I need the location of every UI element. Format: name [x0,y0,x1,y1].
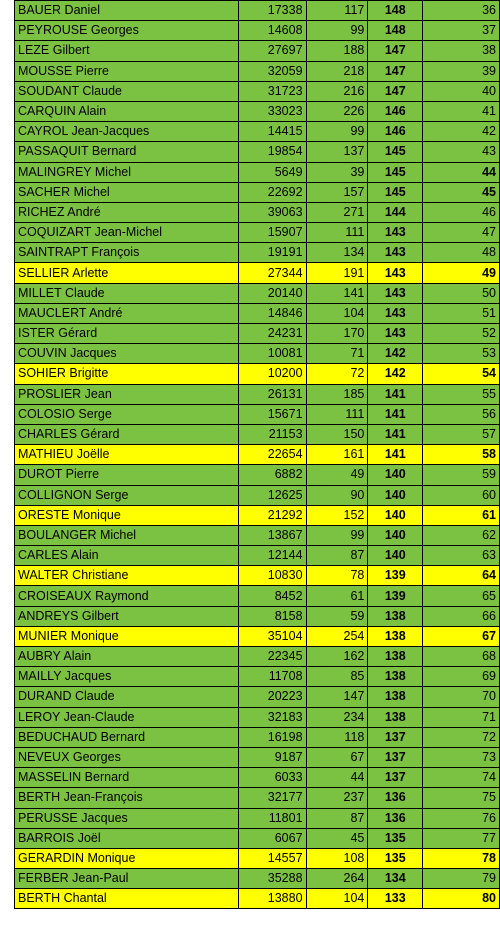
points-total-cell: 20223 [238,687,306,707]
count-cell: 118 [306,727,368,747]
points-total-cell: 19854 [238,142,306,162]
points-total-cell: 15671 [238,404,306,424]
points-total-cell: 33023 [238,101,306,121]
table-row [15,243,500,263]
player-name-cell: BOULANGER Michel [15,525,239,545]
table-row [15,182,500,202]
score-cell: 142 [368,364,423,384]
score-cell: 140 [368,505,423,525]
points-total-cell: 15907 [238,223,306,243]
player-name-cell: LEROY Jean-Claude [15,707,239,727]
score-cell: 141 [368,445,423,465]
points-total-cell: 9187 [238,747,306,767]
table-row [15,707,500,727]
score-cell: 143 [368,243,423,263]
points-total-cell: 19191 [238,243,306,263]
player-name-cell: BARROIS Joël [15,828,239,848]
rank-cell: 63 [423,546,500,566]
count-cell: 150 [306,424,368,444]
rank-cell: 53 [423,344,500,364]
rank-cell: 77 [423,828,500,848]
points-total-cell: 8158 [238,606,306,626]
table-row [15,202,500,222]
score-cell: 145 [368,162,423,182]
count-cell: 117 [306,1,368,21]
points-total-cell: 14415 [238,122,306,142]
player-name-cell: BAUER Daniel [15,1,239,21]
rank-cell: 69 [423,667,500,687]
points-total-cell: 22654 [238,445,306,465]
score-cell: 138 [368,606,423,626]
points-total-cell: 16198 [238,727,306,747]
player-name-cell: SOUDANT Claude [15,81,239,101]
points-total-cell: 14846 [238,303,306,323]
table-row-highlighted [15,445,500,465]
rank-cell: 71 [423,707,500,727]
player-name-cell: NEVEUX Georges [15,747,239,767]
rank-cell: 78 [423,848,500,868]
points-total-cell: 13867 [238,525,306,545]
table-row [15,404,500,424]
points-total-cell: 26131 [238,384,306,404]
points-total-cell: 11708 [238,667,306,687]
player-name-cell: DURAND Claude [15,687,239,707]
table-row [15,768,500,788]
rank-cell: 61 [423,505,500,525]
player-name-cell: BERTH Jean-François [15,788,239,808]
score-cell: 138 [368,626,423,646]
player-name-cell: LEZE Gilbert [15,41,239,61]
player-name-cell: MILLET Claude [15,283,239,303]
points-total-cell: 21153 [238,424,306,444]
player-name-cell: COUVIN Jacques [15,344,239,364]
score-cell: 138 [368,667,423,687]
count-cell: 157 [306,182,368,202]
player-name-cell: MAILLY Jacques [15,667,239,687]
rank-cell: 56 [423,404,500,424]
score-cell: 147 [368,61,423,81]
score-cell: 138 [368,707,423,727]
player-name-cell: PERUSSE Jacques [15,808,239,828]
count-cell: 111 [306,223,368,243]
player-name-cell: MAUCLERT André [15,303,239,323]
rank-cell: 40 [423,81,500,101]
rank-cell: 43 [423,142,500,162]
rank-cell: 58 [423,445,500,465]
player-name-cell: COLOSIO Serge [15,404,239,424]
points-total-cell: 32183 [238,707,306,727]
count-cell: 87 [306,546,368,566]
count-cell: 191 [306,263,368,283]
table-row [15,586,500,606]
score-cell: 138 [368,647,423,667]
count-cell: 216 [306,81,368,101]
points-total-cell: 35288 [238,869,306,889]
table-row [15,727,500,747]
rank-cell: 80 [423,889,500,909]
table-row [15,344,500,364]
score-cell: 139 [368,586,423,606]
count-cell: 71 [306,344,368,364]
table-row [15,788,500,808]
score-cell: 143 [368,223,423,243]
table-row [15,41,500,61]
player-name-cell: DUROT Pierre [15,465,239,485]
count-cell: 108 [306,848,368,868]
count-cell: 78 [306,566,368,586]
table-row [15,223,500,243]
rank-cell: 50 [423,283,500,303]
player-name-cell: CAYROL Jean-Jacques [15,122,239,142]
player-name-cell: PEYROUSE Georges [15,21,239,41]
rank-cell: 37 [423,21,500,41]
rank-cell: 49 [423,263,500,283]
count-cell: 264 [306,869,368,889]
count-cell: 99 [306,525,368,545]
count-cell: 104 [306,889,368,909]
table-row [15,162,500,182]
count-cell: 61 [306,586,368,606]
rank-cell: 54 [423,364,500,384]
count-cell: 234 [306,707,368,727]
count-cell: 218 [306,61,368,81]
table-row [15,687,500,707]
count-cell: 67 [306,747,368,767]
count-cell: 104 [306,303,368,323]
rank-cell: 79 [423,869,500,889]
ranking-table [14,0,500,909]
player-name-cell: FERBER Jean-Paul [15,869,239,889]
table-row-highlighted [15,848,500,868]
score-cell: 135 [368,828,423,848]
score-cell: 134 [368,869,423,889]
points-total-cell: 10081 [238,344,306,364]
count-cell: 44 [306,768,368,788]
table-row [15,21,500,41]
points-total-cell: 6882 [238,465,306,485]
table-row [15,142,500,162]
rank-cell: 42 [423,122,500,142]
table-row [15,465,500,485]
score-cell: 140 [368,546,423,566]
score-cell: 138 [368,687,423,707]
rank-cell: 55 [423,384,500,404]
rank-cell: 66 [423,606,500,626]
rank-cell: 70 [423,687,500,707]
table-row [15,384,500,404]
rank-cell: 36 [423,1,500,21]
score-cell: 141 [368,404,423,424]
points-total-cell: 5649 [238,162,306,182]
rank-cell: 44 [423,162,500,182]
ranking-table-body [15,1,500,909]
player-name-cell: SOHIER Brigitte [15,364,239,384]
count-cell: 39 [306,162,368,182]
rank-cell: 45 [423,182,500,202]
count-cell: 90 [306,485,368,505]
player-name-cell: CARQUIN Alain [15,101,239,121]
score-cell: 133 [368,889,423,909]
rank-cell: 64 [423,566,500,586]
score-cell: 148 [368,1,423,21]
score-cell: 145 [368,142,423,162]
count-cell: 45 [306,828,368,848]
rank-cell: 65 [423,586,500,606]
player-name-cell: PROSLIER Jean [15,384,239,404]
count-cell: 99 [306,122,368,142]
rank-cell: 60 [423,485,500,505]
score-cell: 141 [368,424,423,444]
player-name-cell: MASSELIN Bernard [15,768,239,788]
table-row [15,747,500,767]
player-name-cell: CHARLES Gérard [15,424,239,444]
player-name-cell: SAINTRAPT François [15,243,239,263]
count-cell: 188 [306,41,368,61]
table-row-highlighted [15,626,500,646]
points-total-cell: 14608 [238,21,306,41]
score-cell: 137 [368,747,423,767]
rank-cell: 75 [423,788,500,808]
points-total-cell: 27697 [238,41,306,61]
points-total-cell: 24231 [238,324,306,344]
rank-cell: 59 [423,465,500,485]
table-row [15,485,500,505]
count-cell: 162 [306,647,368,667]
points-total-cell: 22692 [238,182,306,202]
count-cell: 134 [306,243,368,263]
rank-cell: 51 [423,303,500,323]
table-row [15,1,500,21]
count-cell: 237 [306,788,368,808]
score-cell: 146 [368,101,423,121]
score-cell: 144 [368,202,423,222]
player-name-cell: ANDREYS Gilbert [15,606,239,626]
rank-cell: 47 [423,223,500,243]
count-cell: 152 [306,505,368,525]
points-total-cell: 11801 [238,808,306,828]
player-name-cell: MALINGREY Michel [15,162,239,182]
points-total-cell: 8452 [238,586,306,606]
player-name-cell: AUBRY Alain [15,647,239,667]
table-row-highlighted [15,566,500,586]
table-row [15,667,500,687]
table-row-highlighted [15,505,500,525]
score-cell: 140 [368,485,423,505]
points-total-cell: 12625 [238,485,306,505]
rank-cell: 46 [423,202,500,222]
player-name-cell: ORESTE Monique [15,505,239,525]
table-row [15,324,500,344]
table-row [15,869,500,889]
score-cell: 145 [368,182,423,202]
player-name-cell: SELLIER Arlette [15,263,239,283]
player-name-cell: CROISEAUX Raymond [15,586,239,606]
count-cell: 254 [306,626,368,646]
table-row [15,424,500,444]
count-cell: 147 [306,687,368,707]
rank-cell: 38 [423,41,500,61]
score-cell: 141 [368,384,423,404]
rank-cell: 57 [423,424,500,444]
score-cell: 146 [368,122,423,142]
score-cell: 143 [368,303,423,323]
points-total-cell: 17338 [238,1,306,21]
points-total-cell: 20140 [238,283,306,303]
score-cell: 142 [368,344,423,364]
table-row [15,122,500,142]
count-cell: 161 [306,445,368,465]
score-cell: 137 [368,727,423,747]
score-cell: 139 [368,566,423,586]
table-row [15,81,500,101]
player-name-cell: COLLIGNON Serge [15,485,239,505]
count-cell: 99 [306,21,368,41]
points-total-cell: 12144 [238,546,306,566]
table-row [15,647,500,667]
score-cell: 136 [368,808,423,828]
points-total-cell: 6033 [238,768,306,788]
table-row [15,525,500,545]
player-name-cell: ISTER Gérard [15,324,239,344]
count-cell: 72 [306,364,368,384]
score-cell: 148 [368,21,423,41]
rank-cell: 62 [423,525,500,545]
table-row [15,606,500,626]
score-cell: 143 [368,324,423,344]
points-total-cell: 6067 [238,828,306,848]
count-cell: 141 [306,283,368,303]
points-total-cell: 13880 [238,889,306,909]
score-cell: 147 [368,81,423,101]
player-name-cell: WALTER Christiane [15,566,239,586]
count-cell: 85 [306,667,368,687]
player-name-cell: MUNIER Monique [15,626,239,646]
points-total-cell: 10830 [238,566,306,586]
score-cell: 135 [368,848,423,868]
rank-cell: 76 [423,808,500,828]
points-total-cell: 22345 [238,647,306,667]
count-cell: 185 [306,384,368,404]
rank-cell: 39 [423,61,500,81]
table-row-highlighted [15,263,500,283]
rank-cell: 41 [423,101,500,121]
score-cell: 143 [368,263,423,283]
points-total-cell: 35104 [238,626,306,646]
score-cell: 137 [368,768,423,788]
table-row [15,61,500,81]
points-total-cell: 39063 [238,202,306,222]
rank-cell: 73 [423,747,500,767]
player-name-cell: MATHIEU Joëlle [15,445,239,465]
player-name-cell: BEDUCHAUD Bernard [15,727,239,747]
score-cell: 147 [368,41,423,61]
points-total-cell: 32177 [238,788,306,808]
count-cell: 137 [306,142,368,162]
count-cell: 49 [306,465,368,485]
player-name-cell: COQUIZART Jean-Michel [15,223,239,243]
points-total-cell: 10200 [238,364,306,384]
count-cell: 271 [306,202,368,222]
table-row [15,546,500,566]
count-cell: 111 [306,404,368,424]
rank-cell: 74 [423,768,500,788]
table-row-highlighted [15,889,500,909]
rank-cell: 52 [423,324,500,344]
player-name-cell: GERARDIN Monique [15,848,239,868]
count-cell: 59 [306,606,368,626]
rank-cell: 68 [423,647,500,667]
player-name-cell: MOUSSE Pierre [15,61,239,81]
table-row [15,303,500,323]
count-cell: 226 [306,101,368,121]
points-total-cell: 31723 [238,81,306,101]
points-total-cell: 32059 [238,61,306,81]
player-name-cell: BERTH Chantal [15,889,239,909]
player-name-cell: RICHEZ André [15,202,239,222]
table-row [15,828,500,848]
count-cell: 87 [306,808,368,828]
rank-cell: 72 [423,727,500,747]
points-total-cell: 27344 [238,263,306,283]
count-cell: 170 [306,324,368,344]
player-name-cell: CARLES Alain [15,546,239,566]
rank-cell: 67 [423,626,500,646]
points-total-cell: 21292 [238,505,306,525]
points-total-cell: 14557 [238,848,306,868]
score-cell: 143 [368,283,423,303]
table-row [15,283,500,303]
score-cell: 140 [368,465,423,485]
player-name-cell: PASSAQUIT Bernard [15,142,239,162]
table-row-highlighted [15,364,500,384]
score-cell: 140 [368,525,423,545]
score-cell: 136 [368,788,423,808]
rank-cell: 48 [423,243,500,263]
table-row [15,101,500,121]
player-name-cell: SACHER Michel [15,182,239,202]
table-row [15,808,500,828]
